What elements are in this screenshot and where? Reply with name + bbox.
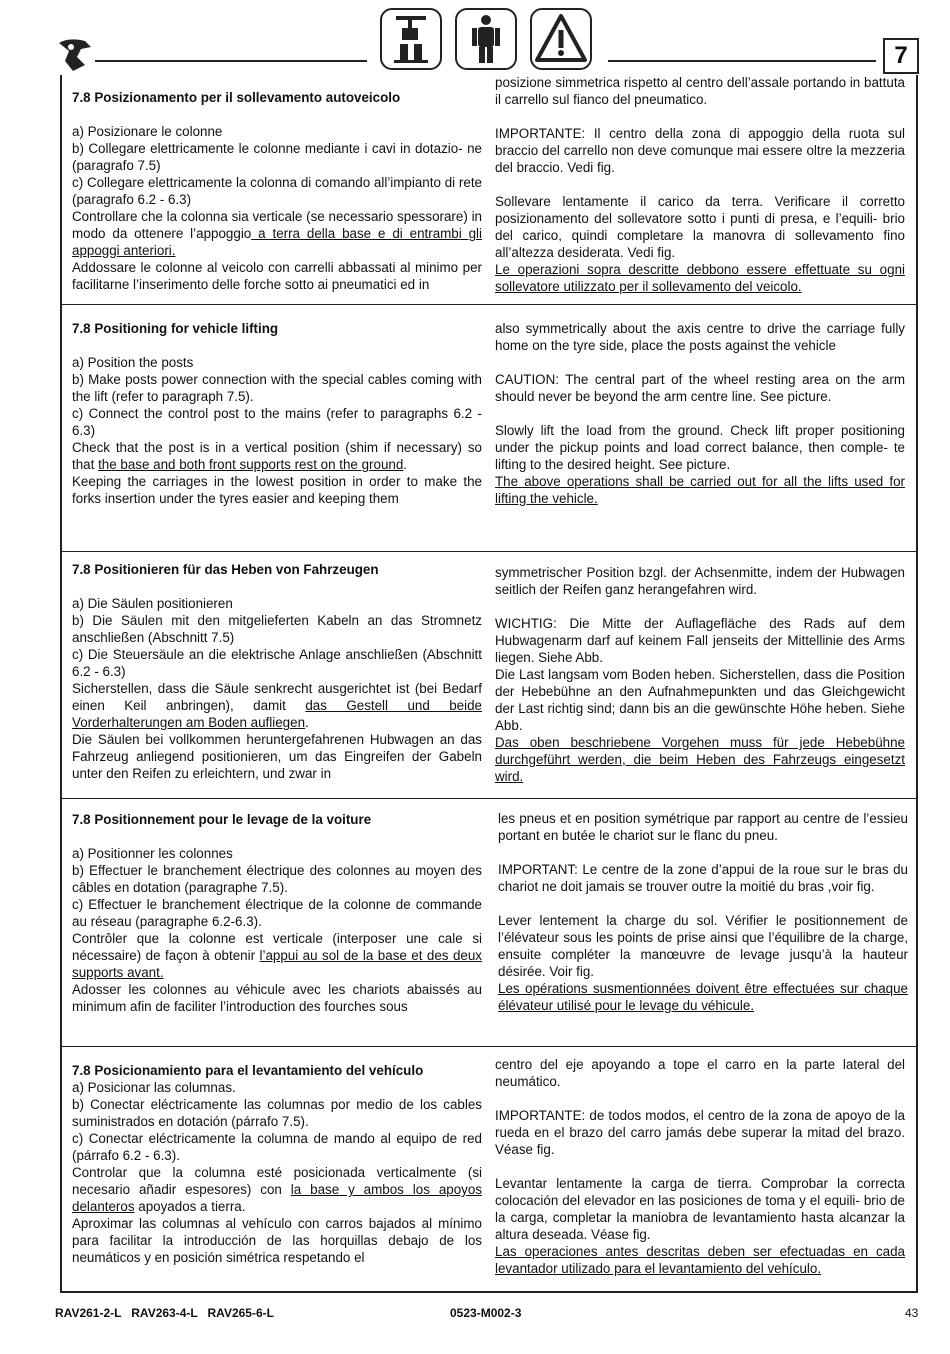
paragraph: b) Make posts power connection with the special cables coming with the lift (refer to paragraph 7.5).: [72, 372, 482, 404]
footer-page-number: 43: [905, 1306, 919, 1320]
section-en-right: [495, 320, 905, 507]
paragraph: b) Effectuer le branchement électrique des colonnes au moyen des câbles en dotation (paragraphe 7.5).: [72, 863, 482, 895]
paragraph-gap: [498, 844, 908, 861]
paragraph-gap: [495, 405, 905, 422]
section-divider: [60, 551, 918, 552]
paragraph: a) Posizionare le colonne: [72, 124, 223, 139]
paragraph: Controllare che la colonna sia verticale (se necessario spessorare) in modo da ottenere l’appoggio a terra della base e di entrambi gli appoggi anteriori.: [72, 209, 483, 258]
paragraph: Les opérations susmentionnées doivent être effectuées sur chaque élévateur utilisé pour le levage du véhicule.: [498, 981, 908, 1013]
paragraph-gap: [495, 598, 905, 615]
paragraph: posizione simmetrica rispetto al centro dell’assale portando in battuta il carrello sul fianco del pneumatico.: [495, 75, 905, 107]
section-divider: [60, 798, 918, 799]
paragraph: Slowly lift the load from the ground. Check lift proper positioning under the pickup points and load correct balance, then comple- te lifting to the desired height. See picture.: [495, 423, 905, 472]
paragraph: b) Conectar eléctricamente las columnas por medio de los cables suministrados en dotación (párrafo 7.5).: [72, 1097, 482, 1129]
warning-triangle-icon: [530, 8, 592, 70]
logo-icon: [55, 35, 95, 75]
paragraph: b) Die Säulen mit den mitgelieferten Kabeln an das Stromnetz anschließen (Abschnitt 7.5): [72, 613, 482, 645]
paragraph: a) Positionner les colonnes: [72, 846, 233, 861]
paragraph: symmetrischer Position bzgl. der Achsenmitte, indem der Hubwagen seitlich der Reifen ganz herangefahren wird.: [495, 565, 905, 597]
section-en-left: [72, 320, 482, 507]
paragraph: Le operazioni sopra descritte debbono essere effettuate su ogni sollevatore utilizzato per il sollevamento del veicolo.: [495, 262, 905, 294]
section-it-left: [72, 89, 482, 293]
paragraph-gap: [72, 106, 482, 123]
section-divider: [60, 304, 918, 305]
section-it-right: [495, 74, 905, 295]
paragraph-gap: [495, 1090, 905, 1107]
paragraph: Aproximar las columnas al vehículo con carros bajados al mínimo para facilitar la introducción de las horquillas debajo de los neumáticos y en posición simétrica respetando el: [72, 1216, 482, 1265]
paragraph: c) Conectar eléctricamente la columna de mando al equipo de red (párrafo 6.2 - 6.3).: [72, 1131, 482, 1163]
section-divider: [60, 1046, 918, 1047]
paragraph: a) Die Säulen positionieren: [72, 596, 233, 611]
paragraph: Sollevare lentamente il carico da terra. Verificare il corretto posizionamento del sollevatore sotto i punti di presa, e l’equili- brio del carico, quindi completare la manovra di sollevamento fino all’altezza desiderata. Vedi fig.: [495, 194, 905, 260]
paragraph-gap: [498, 895, 908, 912]
paragraph: Lever lentement la charge du sol. Vérifier le positionnement de l’élévateur sous les points de prise ainsi que l’équilibre de la charge, ensuite compléter la manœuvre de levage jusqu’à la hauteur désirée. Voir fig.: [498, 913, 908, 979]
section-de-right: [495, 564, 905, 785]
section-fr-right: [498, 810, 908, 1014]
paragraph: Contrôler que la colonne est verticale (interposer une cale si nécessaire) de façon à obtenir l’appui au sol de la base et des deux supports avant.: [72, 931, 482, 980]
paragraph: WICHTIG: Die Mitte der Auflagefläche des Rads auf dem Hubwagenarm darf auf keinem Fall jenseits der Mittellinie des Arms liegen. Siehe Abb.: [495, 616, 905, 665]
paragraph-gap: [72, 828, 482, 845]
paragraph: a) Posicionar las columnas.: [72, 1080, 236, 1095]
chapter-number: 7: [883, 38, 919, 74]
paragraph: IMPORTANTE: Il centro della zona di appoggio della ruota sul braccio del carrello non deve comunque mai essere oltre la mezzeria del braccio. Vedi fig.: [495, 126, 905, 175]
paragraph-gap: [72, 578, 482, 595]
lift-icon: [380, 8, 442, 70]
section-es-left: [72, 1062, 482, 1266]
operator-icon: [455, 8, 517, 70]
section-fr-left: [72, 811, 482, 1015]
paragraph-gap: [495, 108, 905, 125]
paragraph: Das oben beschriebene Vorgehen muss für jede Hebebühne durchgeführt werden, die beim Heben des Fahrzeugs eingesetzt wird.: [495, 735, 905, 784]
paragraph: Sicherstellen, dass die Säule senkrecht ausgerichtet ist (bei Bedarf einen Keil anbringen), damit das Gestell und beide Vorderhalterungen am Boden aufliegen.: [72, 681, 482, 730]
paragraph: Levantar lentamente la carga de tierra. Comprobar la correcta colocación del elevador en las posiciones de toma y el equili- brio de la carga, completar la maniobra de levantamiento hasta alcanzar la altura deseada. Véase fig.: [495, 1176, 905, 1242]
paragraph: b) Collegare elettricamente le colonne mediante i cavi in dotazio- ne (paragrafo 7.5): [72, 141, 482, 173]
paragraph: a) Position the posts: [72, 355, 194, 370]
footer-code: 0523-M002-3: [450, 1306, 522, 1320]
paragraph: Addossare le colonne al veicolo con carrelli abbassati al minimo per facilitarne l’inserimento delle forche sotto ai pneumatici ed in: [72, 260, 482, 292]
paragraph: Controlar que la columna esté posicionada verticalmente (si necesario añadir espesores) con la base y ambos los apoyos delanteros apoyados a tierra.: [72, 1165, 482, 1214]
paragraph: c) Collegare elettricamente la colonna di comando all’impianto di rete (paragrafo 6.2 - 6.3): [72, 175, 482, 207]
section-title: 7.8 Positioning for vehicle lifting: [72, 321, 279, 336]
section-es-right: [495, 1056, 905, 1277]
paragraph-gap: [72, 337, 482, 354]
section-title: 7.8 Posizionamento per il sollevamento autoveicolo: [72, 90, 401, 105]
paragraph: Keeping the carriages in the lowest position in order to make the forks insertion under the tyres easier and keeping them: [72, 474, 482, 506]
section-title: 7.8 Positionnement pour le levage de la voiture: [72, 812, 372, 827]
paragraph: Die Säulen bei vollkommen heruntergefahrenen Hubwagen an das Fahrzeug anliegend positionieren, um das Eingreifen der Gabeln unter den Reifen zu erleichtern, und zwar in: [72, 732, 482, 781]
paragraph-gap: [495, 176, 905, 193]
paragraph: IMPORTANTE: de todos modos, el centro de la zona de apoyo de la rueda en el brazo del carro jamás debe superar la mitad del brazo. Véase fig.: [495, 1108, 905, 1157]
paragraph: Adosser les colonnes au véhicule avec les chariots abaissés au minimum afin de faciliter l’introduction des fourches sous: [72, 982, 482, 1014]
paragraph: Die Last langsam vom Boden heben. Sicherstellen, dass die Position der Hebebühne an den Aufnahmepunkten und das Gleichgewicht der Last richtig sind; dann bis an die gewünschte Höhe heben. Siehe Abb.: [495, 667, 905, 733]
paragraph: c) Effectuer le branchement électrique de la colonne de commande au réseau (paragraphe 6.2-6.3).: [72, 897, 482, 929]
section-title: 7.8 Positionieren für das Heben von Fahrzeugen: [72, 562, 379, 577]
paragraph: les pneus et en position symétrique par rapport au centre de l’essieu portant en butée le chariot sur le flanc du pneu.: [498, 811, 908, 843]
footer-models: RAV261-2-L RAV263-4-L RAV265-6-L: [55, 1306, 274, 1320]
paragraph: also symmetrically about the axis centre to drive the carriage fully home on the tyre side, place the posts against the vehicle: [495, 321, 905, 353]
paragraph: The above operations shall be carried out for all the lifts used for lifting the vehicle.: [495, 474, 905, 506]
paragraph: Las operaciones antes descritas deben ser efectuadas en cada levantador utilizado para el levantamiento del vehículo.: [495, 1244, 905, 1276]
paragraph: IMPORTANT: Le centre de la zone d’appui de la roue sur le bras du chariot ne doit jamais se trouver outre la moitié du bras ,voir fig.: [498, 862, 908, 894]
paragraph: centro del eje apoyando a tope el carro en la parte lateral del neumático.: [495, 1057, 905, 1089]
paragraph-gap: [495, 354, 905, 371]
paragraph: CAUTION: The central part of the wheel resting area on the arm should never be beyond the arm centre line. See picture.: [495, 372, 905, 404]
section-title: 7.8 Posicionamiento para el levantamiento del vehículo: [72, 1063, 424, 1078]
paragraph: c) Die Steuersäule an die elektrische Anlage anschließen (Abschnitt 6.2 - 6.3): [72, 647, 482, 679]
section-de-left: [72, 561, 482, 782]
paragraph: Check that the post is in a vertical position (shim if necessary) so that the base and both front supports rest on the ground.: [72, 440, 482, 472]
paragraph-gap: [495, 1158, 905, 1175]
paragraph: c) Connect the control post to the mains (refer to paragraphs 6.2 - 6.3): [72, 406, 482, 438]
